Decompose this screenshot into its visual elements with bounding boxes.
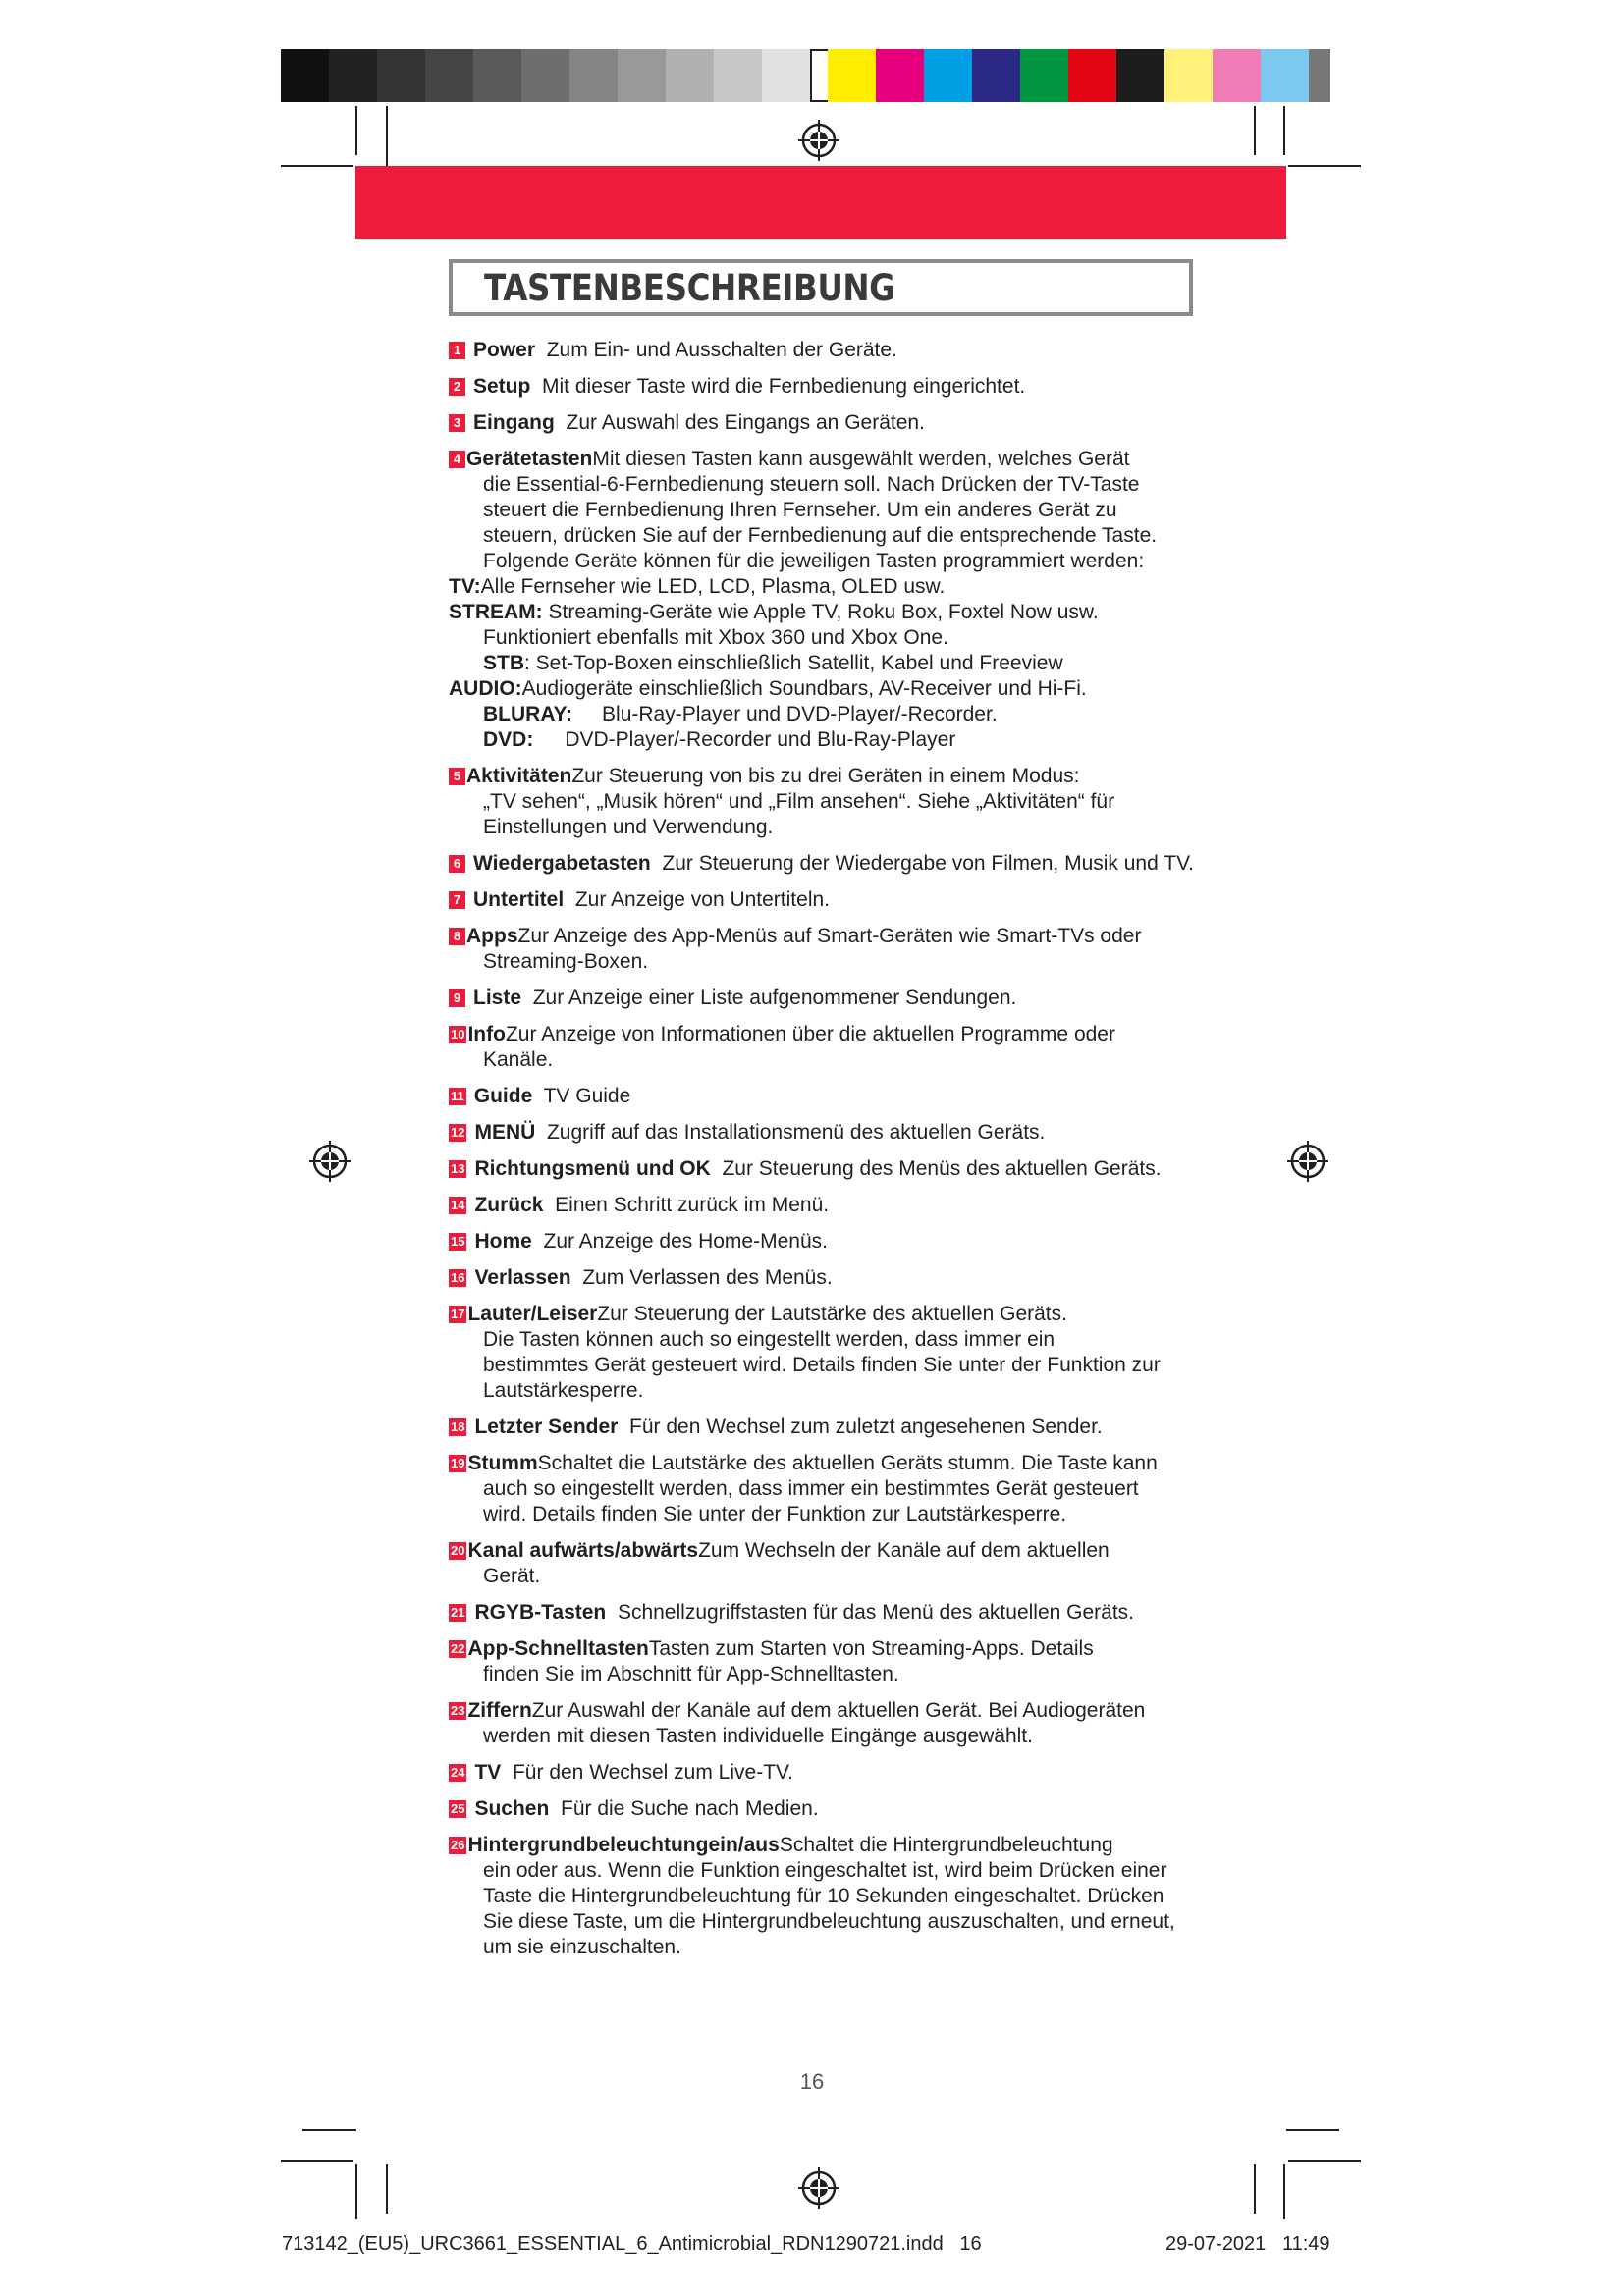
- gray-swatch: [473, 49, 521, 102]
- item-description: Schaltet die Hintergrundbeleuchtung: [779, 1834, 1113, 1856]
- item-number-badge: 18: [451, 1419, 465, 1434]
- item-description-line: Kanäle.: [483, 1048, 554, 1071]
- color-swatch: [1164, 49, 1213, 102]
- device-label: STB: [483, 652, 524, 674]
- device-row: [449, 600, 1205, 625]
- registration-mark-icon: [796, 118, 841, 163]
- item-description: Zur Auswahl der Kanäle auf dem aktuellen Gerät. Bei Audiogeräten: [531, 1699, 1146, 1722]
- device-row: [449, 702, 1205, 727]
- item-number-badge: 1: [449, 342, 465, 359]
- list-item: [449, 851, 1205, 877]
- crop-mark: [1283, 2164, 1285, 2219]
- item-description-line: Einstellungen und Verwendung.: [483, 816, 774, 838]
- color-swatch: [828, 49, 876, 102]
- item-number-badge: 10: [451, 1027, 465, 1041]
- list-item: [449, 1833, 1205, 1960]
- device-row: Funktioniert ebenfalls mit Xbox 360 und Xbox One.: [483, 626, 948, 649]
- color-swatch: [1068, 49, 1116, 102]
- crop-mark: [302, 2129, 356, 2131]
- crop-mark: [386, 106, 388, 171]
- item-description: Zum Wechseln der Kanäle auf dem aktuellen: [698, 1539, 1110, 1562]
- item-description: Für den Wechsel zum Live-TV.: [512, 1761, 793, 1784]
- item-description: Zur Anzeige des Home-Menüs.: [543, 1230, 828, 1253]
- registration-mark-icon: [307, 1139, 352, 1184]
- item-label: Aktivitäten: [466, 765, 572, 787]
- device-row: [449, 676, 1205, 702]
- item-description: Zur Steuerung der Wiedergabe von Filmen, Musik und TV.: [662, 852, 1194, 875]
- gray-swatch: [521, 49, 569, 102]
- item-label: TV: [474, 1761, 502, 1784]
- item-description: Einen Schritt zurück im Menü.: [555, 1194, 830, 1216]
- item-description: Tasten zum Starten von Streaming-Apps. Details: [648, 1637, 1094, 1660]
- device-label: TV:: [449, 575, 481, 598]
- item-label: Untertitel: [473, 888, 565, 911]
- item-number-badge: 23: [451, 1703, 465, 1718]
- item-number-badge: 11: [451, 1089, 464, 1103]
- color-swatch: [924, 49, 972, 102]
- item-number-badge: 13: [451, 1161, 465, 1176]
- item-description: Zur Anzeige von Informationen über die aktuellen Programme oder: [505, 1023, 1115, 1045]
- item-label: Eingang: [473, 411, 555, 434]
- list-item: [449, 1415, 1205, 1440]
- list-item: [449, 1796, 1205, 1822]
- item-description-line: die Essential-6-Fernbedienung steuern soll. Nach Drücken der TV-Taste: [483, 473, 1140, 496]
- item-label: Verlassen: [474, 1266, 571, 1289]
- color-swatch: [972, 49, 1020, 102]
- list-item: [449, 1156, 1205, 1182]
- device-description: DVD-Player/-Recorder und Blu-Ray-Player: [565, 728, 956, 751]
- item-label: Hintergrundbeleuchtungein/aus: [467, 1834, 780, 1856]
- list-item: [449, 1698, 1205, 1749]
- title-box: [449, 259, 1193, 316]
- list-item: [449, 338, 1205, 363]
- device-row: [449, 727, 1205, 753]
- list-item: [449, 1084, 1205, 1109]
- item-label: Liste: [473, 987, 522, 1009]
- device-list: [449, 574, 1205, 753]
- item-label: RGYB-Tasten: [474, 1601, 607, 1624]
- list-item: [449, 1760, 1205, 1786]
- item-description: Zum Ein- und Ausschalten der Geräte.: [546, 339, 897, 361]
- item-description: Für den Wechsel zum zuletzt angesehenen Sender.: [629, 1415, 1103, 1438]
- item-description-line: bestimmtes Gerät gesteuert wird. Details finden Sie unter der Funktion zur: [483, 1354, 1161, 1376]
- item-description: Zur Steuerung des Menüs des aktuellen Geräts.: [722, 1157, 1162, 1180]
- device-description: Blu-Ray-Player und DVD-Player/-Recorder.: [602, 703, 998, 725]
- color-swatch: [876, 49, 924, 102]
- item-number-badge: 9: [449, 989, 465, 1007]
- item-description: Zum Verlassen des Menüs.: [582, 1266, 833, 1289]
- device-description: Audiogeräte einschließlich Soundbars, AV-Receiver und Hi-Fi.: [521, 677, 1087, 700]
- item-label: Info: [467, 1023, 506, 1045]
- gray-swatch: [666, 49, 714, 102]
- device-description: Alle Fernseher wie LED, LCD, Plasma, OLED usw.: [480, 575, 946, 598]
- crop-mark: [281, 165, 353, 167]
- item-description: Schnellzugriffstasten für das Menü des aktuellen Geräts.: [617, 1601, 1135, 1624]
- item-number-badge: 8: [449, 928, 465, 945]
- grayscale-calibration-bar: [281, 49, 864, 102]
- header-band: [355, 166, 1286, 239]
- item-description: Für die Suche nach Medien.: [561, 1797, 819, 1820]
- device-label: BLURAY:: [483, 703, 573, 725]
- gray-swatch: [329, 49, 377, 102]
- item-number-badge: 17: [451, 1307, 465, 1321]
- item-label: App-Schnelltasten: [467, 1637, 649, 1660]
- item-description-line: Die Tasten können auch so eingestellt werden, dass immer ein: [483, 1328, 1056, 1351]
- crop-mark: [1288, 165, 1361, 167]
- list-item: [449, 1022, 1205, 1073]
- item-number-badge: 19: [451, 1456, 465, 1470]
- item-number-badge: 22: [451, 1641, 465, 1656]
- list-item: [449, 1193, 1205, 1218]
- color-swatch: [1213, 49, 1261, 102]
- item-label: MENÜ: [474, 1121, 536, 1144]
- item-description-line: steuern, drücken Sie auf der Fernbedienung auf die entsprechende Taste.: [483, 524, 1158, 547]
- item-description-line: Gerät.: [483, 1565, 541, 1587]
- item-number-badge: 24: [451, 1765, 465, 1780]
- item-label: Apps: [466, 925, 518, 947]
- list-item: [449, 1600, 1205, 1626]
- item-description-line: um sie einzuschalten.: [483, 1936, 681, 1958]
- gray-swatch: [281, 49, 329, 102]
- device-description: Streaming-Geräte wie Apple TV, Roku Box, Foxtel Now usw.: [542, 601, 1099, 623]
- item-description-line: Lautstärkesperre.: [483, 1379, 644, 1402]
- footer-filename: 713142_(EU5)_URC3661_ESSENTIAL_6_Antimicrobial_RDN1290721.indd 16: [282, 2233, 982, 2255]
- color-swatch: [1261, 49, 1309, 102]
- item-label: Richtungsmenü und OK: [474, 1157, 711, 1180]
- item-description-line: ein oder aus. Wenn die Funktion eingeschaltet ist, wird beim Drücken einer: [483, 1859, 1167, 1882]
- item-number-badge: 25: [451, 1801, 465, 1816]
- item-description: TV Guide: [543, 1085, 631, 1107]
- item-number-badge: 6: [449, 855, 465, 873]
- item-label: Ziffern: [467, 1699, 532, 1722]
- item-label: Guide: [473, 1085, 533, 1107]
- item-description: Mit dieser Taste wird die Fernbedienung eingerichtet.: [542, 375, 1026, 398]
- item-description: Zur Anzeige des App-Menüs auf Smart-Geräten wie Smart-TVs oder: [517, 925, 1142, 947]
- crop-mark: [355, 2164, 357, 2219]
- device-label: AUDIO:: [449, 677, 522, 700]
- crop-mark: [355, 106, 357, 155]
- color-calibration-bar: [828, 49, 1330, 102]
- item-label: Stumm: [467, 1452, 538, 1474]
- crop-mark: [386, 2164, 388, 2214]
- color-swatch: [1116, 49, 1164, 102]
- item-description-line: finden Sie im Abschnitt für App-Schnelltasten.: [483, 1663, 899, 1685]
- item-label: Suchen: [474, 1797, 550, 1820]
- item-number-badge: 21: [451, 1605, 465, 1620]
- crop-mark: [1254, 2164, 1256, 2214]
- crop-mark: [1283, 106, 1285, 155]
- list-item: [449, 374, 1205, 400]
- button-description-list: [449, 338, 1205, 1971]
- gray-swatch: [618, 49, 666, 102]
- item-number-badge: 3: [449, 414, 465, 432]
- item-description: Schaltet die Lautstärke des aktuellen Geräts stumm. Die Taste kann: [537, 1452, 1158, 1474]
- list-item: [449, 1538, 1205, 1589]
- item-number-badge: 2: [449, 378, 465, 396]
- item-description: Zur Steuerung von bis zu drei Geräten in einem Modus:: [571, 765, 1080, 787]
- list-item: [449, 924, 1205, 975]
- item-description-line: werden mit diesen Tasten individuelle Eingänge ausgewählt.: [483, 1725, 1033, 1747]
- registration-mark-icon: [796, 2165, 841, 2211]
- list-item: [449, 1636, 1205, 1687]
- item-label: Zurück: [474, 1194, 544, 1216]
- item-number-badge: 7: [449, 891, 465, 909]
- item-label: Kanal aufwärts/abwärts: [467, 1539, 699, 1562]
- item-number-badge: 16: [451, 1270, 465, 1285]
- item-description-line: Streaming-Boxen.: [483, 950, 649, 973]
- registration-mark-icon: [1285, 1139, 1330, 1184]
- item-description-line: auch so eingestellt werden, dass immer ein bestimmtes Gerät gesteuert: [483, 1477, 1139, 1500]
- crop-mark: [1254, 106, 1256, 155]
- device-row: [449, 651, 1205, 676]
- item-label: Setup: [473, 375, 531, 398]
- item-number-badge: 12: [451, 1125, 465, 1140]
- list-item: [449, 447, 1205, 753]
- list-item: [449, 986, 1205, 1011]
- gray-swatch: [425, 49, 473, 102]
- list-item: [449, 1229, 1205, 1255]
- item-description-line: Folgende Geräte können für die jeweiligen Tasten programmiert werden:: [483, 550, 1145, 572]
- device-label: DVD:: [483, 728, 534, 751]
- footer-date: 29-07-2021 11:49: [1165, 2233, 1330, 2255]
- item-number-badge: 26: [451, 1838, 465, 1852]
- gray-swatch: [377, 49, 425, 102]
- gray-swatch: [714, 49, 762, 102]
- item-description: Zur Anzeige einer Liste aufgenommener Sendungen.: [532, 987, 1017, 1009]
- device-row: [449, 574, 1205, 600]
- item-label: Gerätetasten: [466, 448, 593, 470]
- item-label: Power: [473, 339, 536, 361]
- item-description-line: „TV sehen“, „Musik hören“ und „Film ansehen“. Siehe „Aktivitäten“ für: [483, 790, 1115, 813]
- item-number-badge: 14: [451, 1198, 465, 1212]
- gray-swatch: [762, 49, 810, 102]
- page-number: 16: [799, 2069, 825, 2094]
- list-item: [449, 1302, 1205, 1404]
- crop-mark: [1288, 2160, 1361, 2162]
- crop-mark: [1286, 2129, 1339, 2131]
- list-item: [449, 410, 1205, 436]
- crop-mark: [281, 2160, 353, 2162]
- list-item: [449, 764, 1205, 840]
- item-description-line: Taste die Hintergrundbeleuchtung für 10 Sekunden eingeschaltet. Drücken: [483, 1885, 1164, 1907]
- item-number-badge: 5: [449, 768, 465, 785]
- item-label: Letzter Sender: [474, 1415, 619, 1438]
- item-description: Zur Auswahl des Eingangs an Geräten.: [566, 411, 925, 434]
- color-swatch: [1309, 49, 1330, 102]
- item-label: Lauter/Leiser: [467, 1303, 598, 1325]
- item-description-line: Sie diese Taste, um die Hintergrundbeleuchtung auszuschalten, und erneut,: [483, 1910, 1175, 1933]
- item-number-badge: 4: [449, 451, 465, 468]
- list-item: [449, 887, 1205, 913]
- item-label: Home: [474, 1230, 532, 1253]
- list-item: [449, 1265, 1205, 1291]
- page-title: TASTENBESCHREIBUNG: [484, 267, 895, 309]
- item-description: Mit diesen Tasten kann ausgewählt werden, welches Gerät: [592, 448, 1130, 470]
- item-number-badge: 20: [451, 1543, 465, 1558]
- item-label: Wiedergabetasten: [473, 852, 651, 875]
- device-label: STREAM:: [449, 601, 543, 623]
- list-item: [449, 1120, 1205, 1146]
- item-description: Zugriff auf das Installationsmenü des aktuellen Geräts.: [546, 1121, 1046, 1144]
- list-item: [449, 1451, 1205, 1527]
- item-description: Zur Steuerung der Lautstärke des aktuellen Geräts.: [597, 1303, 1067, 1325]
- item-number-badge: 15: [451, 1234, 465, 1249]
- item-description: Zur Anzeige von Untertiteln.: [574, 888, 830, 911]
- color-swatch: [1020, 49, 1068, 102]
- device-description: : Set-Top-Boxen einschließlich Satellit, Kabel und Freeview: [524, 652, 1063, 674]
- item-description-line: steuert die Fernbedienung Ihren Fernseher. Um ein anderes Gerät zu: [483, 499, 1117, 521]
- item-description-line: wird. Details finden Sie unter der Funktion zur Lautstärkesperre.: [483, 1503, 1067, 1525]
- gray-swatch: [569, 49, 618, 102]
